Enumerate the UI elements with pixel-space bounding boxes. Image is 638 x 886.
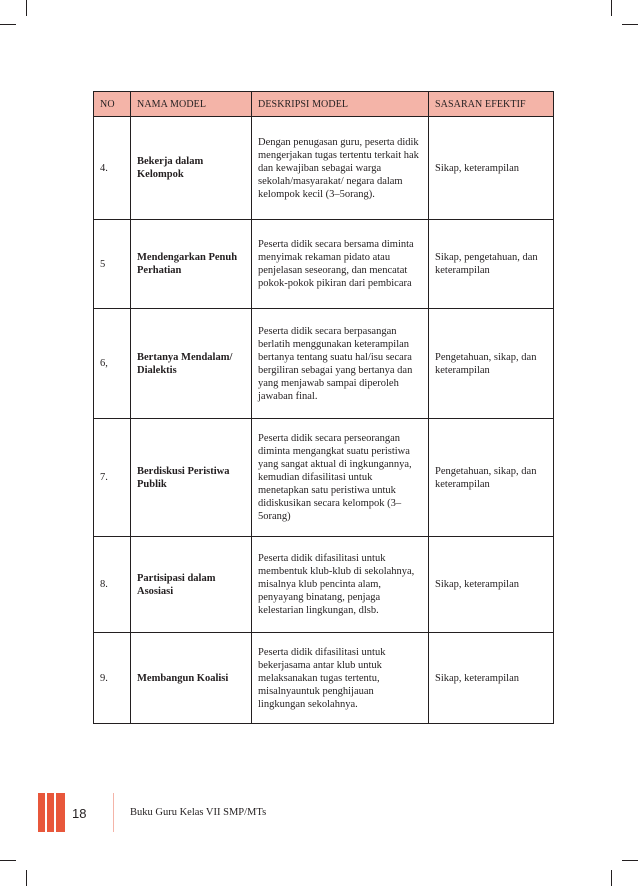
table-row	[94, 633, 554, 724]
model-name: Membangun Koalisi	[131, 633, 252, 724]
book-title: Buku Guru Kelas VII SMP/MTs	[130, 807, 267, 818]
crop-mark	[622, 24, 638, 25]
crop-mark	[0, 860, 16, 861]
model-description: Peserta didik difasilitasi untuk membentuk klub-klub di sekolahnya, misalnya klub pencinta alam, penyayang binatang, penjaga kelestarian lingkungan, dlsb.	[252, 537, 429, 633]
model-description: Peserta didik secara perseorangan diminta mengangkat suatu peristiwa yang sangat aktual di ingkungannya, kemudian difasilitasi untuk menetapkan satu peristiwa untuk didiskusikan secara kelompok (3–5orang)	[252, 419, 429, 537]
crop-mark	[26, 870, 27, 886]
effective-target: Sikap, keterampilan	[429, 633, 554, 724]
crop-mark	[611, 870, 612, 886]
learning-models-table	[93, 91, 554, 724]
footer-accent-bar	[56, 793, 65, 832]
crop-mark	[622, 860, 638, 861]
model-name: Mendengarkan Penuh Perhatian	[131, 220, 252, 309]
page-number: 18	[72, 806, 87, 821]
model-description: Peserta didik secara berpasangan berlatih menggunakan keterampilan bertanya tentang suatu hal/isu secara bergiliran sebagai yang bertanya dan yang menjawab sampai diperoleh jawaban final.	[252, 309, 429, 419]
row-number: 8.	[94, 537, 131, 633]
effective-target: Sikap, keterampilan	[429, 117, 554, 220]
model-name: Bertanya Mendalam/ Dialektis	[131, 309, 252, 419]
table-row	[94, 419, 554, 537]
header-model-name: NAMA MODEL	[131, 92, 252, 117]
row-number: 4.	[94, 117, 131, 220]
footer-accent-line	[113, 793, 114, 832]
model-description: Peserta didik difasilitasi untuk bekerjasama antar klub untuk melaksanakan tugas tertentu, misalnyauntuk penghijauan lingkungan sekolahnya.	[252, 633, 429, 724]
model-name: Partisipasi dalam Asosiasi	[131, 537, 252, 633]
table-row	[94, 117, 554, 220]
header-description: DESKRIPSI MODEL	[252, 92, 429, 117]
effective-target: Sikap, keterampilan	[429, 537, 554, 633]
row-number: 5	[94, 220, 131, 309]
footer-accent-bar	[47, 793, 54, 832]
model-description: Peserta didik secara bersama diminta menyimak rekaman pidato atau penjelasan seseorang, dan mencatat pokok-pokok pikiran dari pembicara	[252, 220, 429, 309]
header-no: NO	[94, 92, 131, 117]
effective-target: Pengetahuan, sikap, dan keterampilan	[429, 419, 554, 537]
crop-mark	[611, 0, 612, 16]
row-number: 6,	[94, 309, 131, 419]
table-row	[94, 537, 554, 633]
header-target: SASARAN EFEKTIF	[429, 92, 554, 117]
table-row	[94, 309, 554, 419]
table-row	[94, 220, 554, 309]
footer-accent-bar	[38, 793, 45, 832]
row-number: 9.	[94, 633, 131, 724]
crop-mark	[0, 24, 16, 25]
model-name: Bekerja dalam Kelompok	[131, 117, 252, 220]
model-name: Berdiskusi Peristiwa Publik	[131, 419, 252, 537]
effective-target: Sikap, pengetahuan, dan keterampilan	[429, 220, 554, 309]
model-description: Dengan penugasan guru, peserta didik mengerjakan tugas tertentu terkait hak dan kewajiban sebagai warga sekolah/masyarakat/ negara dalam kelompok kecil (3–5orang).	[252, 117, 429, 220]
table-header-row	[94, 92, 554, 117]
effective-target: Pengetahuan, sikap, dan keterampilan	[429, 309, 554, 419]
crop-mark	[26, 0, 27, 16]
row-number: 7.	[94, 419, 131, 537]
